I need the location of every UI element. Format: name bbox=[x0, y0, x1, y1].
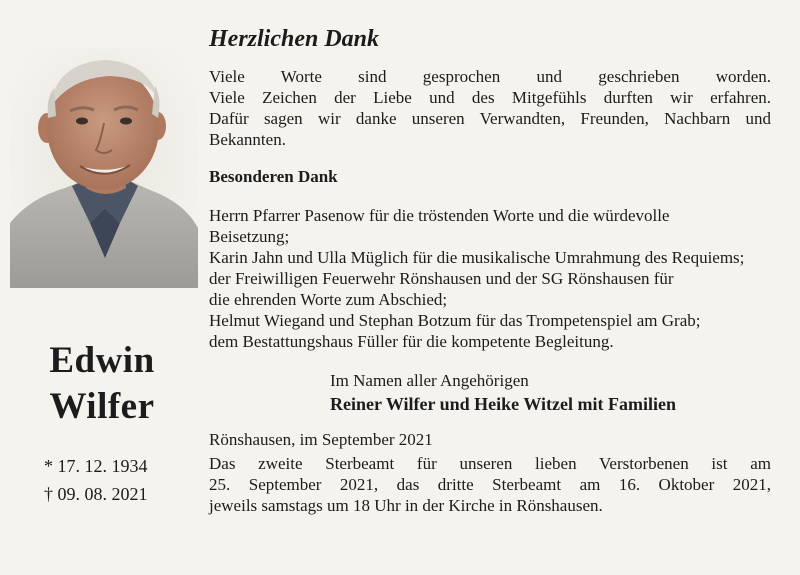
services-line: 25. September 2021, das dritte Sterbeamt am 16. Oktober 2021, bbox=[209, 475, 771, 494]
services-paragraph bbox=[209, 453, 771, 516]
intro-line: Bekannten. bbox=[209, 130, 286, 149]
thanks-line: Karin Jahn und Ulla Müglich für die musikalische Umrahmung des Requiems; bbox=[209, 248, 745, 267]
death-date: † 09. 08. 2021 bbox=[44, 484, 148, 504]
special-thanks-list bbox=[209, 205, 771, 352]
deceased-last-name: Wilfer bbox=[49, 386, 155, 427]
birth-date: * 17. 12. 1934 bbox=[44, 456, 148, 476]
notice-text bbox=[209, 24, 771, 516]
intro-line: Dafür sagen wir danke unseren Verwandten, Freunden, Nachbarn und bbox=[209, 109, 771, 128]
special-thanks-heading: Besonderen Dank bbox=[209, 167, 338, 186]
intro-paragraph bbox=[209, 66, 771, 150]
place-date: Rönshausen, im September 2021 bbox=[209, 430, 433, 449]
signature-intro: Im Namen aller Angehörigen bbox=[330, 371, 529, 390]
thanks-line: Beisetzung; bbox=[209, 227, 290, 246]
thanks-line: die ehrenden Worte zum Abschied; bbox=[209, 290, 448, 309]
portrait-photo bbox=[10, 48, 198, 288]
thanks-line: Helmut Wiegand und Stephan Botzum für das Trompetenspiel am Grab; bbox=[209, 311, 701, 330]
thanks-line: Herrn Pfarrer Pasenow für die tröstenden Worte und die würdevolle bbox=[209, 206, 670, 225]
thanks-line: der Freiwilligen Feuerwehr Rönshausen und der SG Rönshausen für bbox=[209, 269, 674, 288]
services-line: Das zweite Sterbeamt für unseren lieben Verstorbenen ist am bbox=[209, 454, 771, 473]
deceased-name bbox=[18, 338, 186, 430]
signature-names: Reiner Wilfer und Heike Witzel mit Familien bbox=[330, 394, 676, 414]
life-dates bbox=[44, 452, 148, 508]
intro-line: Viele Zeichen der Liebe und des Mitgefühls durften wir erfahren. bbox=[209, 88, 771, 107]
deceased-first-name: Edwin bbox=[49, 340, 155, 381]
intro-line: Viele Worte sind gesprochen und geschrieben worden. bbox=[209, 67, 771, 86]
notice-heading: Herzlichen Dank bbox=[209, 26, 380, 52]
signature-block bbox=[330, 370, 771, 415]
services-line: jeweils samstags um 18 Uhr in der Kirche in Rönshausen. bbox=[209, 496, 603, 515]
thanks-line: dem Bestattungshaus Füller für die kompetente Begleitung. bbox=[209, 332, 614, 351]
